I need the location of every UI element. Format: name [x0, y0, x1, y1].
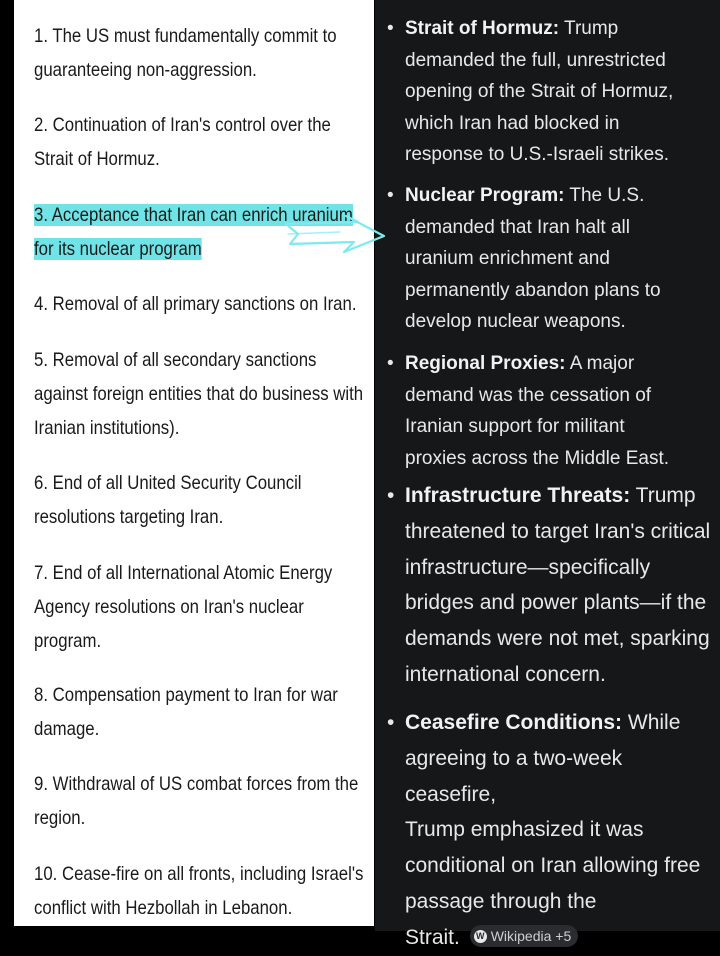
item-line: demand was the cessation of	[405, 384, 652, 406]
item-line: demanded that Iran halt all	[405, 216, 630, 238]
left-item-line: conflict with Hezbollah in Lebanon.	[34, 897, 293, 919]
left-item-line: guaranteeing non-aggression.	[34, 59, 257, 81]
left-item-line: against foreign entities that do business with	[34, 383, 364, 405]
item-title: Ceasefire Conditions:	[405, 711, 623, 734]
left-item-line: 8. Compensation payment to Iran for war	[34, 684, 338, 706]
bullet-icon: •	[387, 711, 395, 734]
item-line: uranium enrichment and	[405, 248, 610, 269]
item-line: passage through the	[405, 889, 597, 913]
left-list-item-6	[34, 466, 369, 534]
bullet-icon: •	[387, 185, 394, 206]
item-line: bridges and power plants—if the	[405, 591, 707, 615]
source-chip-wikipedia[interactable]	[470, 925, 579, 947]
left-item-line: 7. End of all International Atomic Energy	[34, 562, 333, 584]
wikipedia-icon: W	[474, 930, 487, 943]
item-line: demanded the full, unrestricted	[405, 49, 666, 71]
left-list-item-10	[34, 857, 369, 925]
item-line: demands were not met, sparking	[405, 627, 710, 651]
left-item-line: region.	[34, 807, 86, 829]
item-line: develop nuclear weapons.	[405, 311, 626, 332]
left-item-line: 4. Removal of all primary sanctions on Iran.	[34, 293, 357, 315]
left-demands-panel	[14, 0, 374, 926]
right-list-item-regional-proxies	[387, 348, 715, 474]
left-item-line: 2. Continuation of Iran's control over the	[34, 114, 331, 136]
left-list-item-2	[34, 108, 369, 176]
right-list-item-ceasefire-conditions	[387, 705, 715, 956]
bullet-icon: •	[387, 353, 394, 374]
item-line: agreeing to a two-week ceasefire,	[405, 746, 623, 806]
left-item-line: Strait of Hormuz.	[34, 148, 160, 170]
left-list-item-1	[34, 19, 369, 87]
item-line: proxies across the Middle East.	[405, 447, 670, 469]
left-list-item-5	[34, 343, 369, 445]
item-line: opening of the Strait of Hormuz,	[405, 81, 674, 102]
item-line: While	[622, 711, 681, 734]
arrow-annotation-icon	[280, 210, 410, 262]
item-line: infrastructure—specifically	[405, 555, 651, 579]
left-item-line: 5. Removal of all secondary sanctions	[34, 349, 317, 371]
left-item-line: 9. Withdrawal of US combat forces from the	[34, 773, 359, 795]
left-item-line: resolutions targeting Iran.	[34, 506, 224, 528]
left-item-line: 10. Cease-fire on all fronts, including Israel's	[34, 863, 364, 885]
right-list-item-infrastructure-threats	[387, 478, 715, 693]
left-item-line: Agency resolutions on Iran's nuclear	[34, 596, 304, 618]
bullet-icon: •	[387, 484, 395, 507]
item-title: Nuclear Program:	[405, 185, 565, 206]
left-item-line-highlighted: 3. Acceptance that Iran can enrich uranium	[34, 204, 353, 226]
left-item-line: 6. End of all United Security Council	[34, 472, 302, 494]
item-line: A major	[565, 353, 635, 374]
item-line: Trump	[559, 18, 619, 39]
right-list-item-nuclear-program	[387, 180, 715, 338]
right-ai-answer-panel	[375, 0, 720, 949]
source-chip-label: Wikipedia +5	[490, 928, 572, 945]
right-list-item-strait-of-hormuz	[387, 13, 715, 171]
item-line: The U.S.	[564, 185, 645, 206]
item-line: conditional on Iran allowing free	[405, 854, 701, 878]
left-list-item-4	[34, 287, 369, 321]
item-line: permanently abandon plans to	[405, 279, 661, 301]
item-line: Trump emphasized it was	[405, 818, 644, 842]
left-list-item-7	[34, 556, 369, 658]
left-list-item-9	[34, 767, 369, 835]
item-title: Infrastructure Threats:	[405, 484, 631, 507]
left-item-line: program.	[34, 630, 102, 652]
item-line: which Iran had blocked in	[405, 112, 620, 134]
item-line: response to U.S.-Israeli strikes.	[405, 144, 669, 165]
left-item-line: 1. The US must fundamentally commit to	[34, 25, 337, 47]
left-list-item-8	[34, 678, 369, 746]
left-item-line: Iranian institutions).	[34, 417, 180, 439]
item-line: international concern.	[405, 662, 606, 686]
left-item-line-highlighted: for its nuclear program	[34, 238, 202, 260]
item-line: Strait.	[405, 925, 460, 949]
item-title: Strait of Hormuz:	[405, 18, 560, 39]
item-line: Trump	[630, 484, 696, 507]
left-item-line: damage.	[34, 718, 100, 740]
item-title: Regional Proxies:	[405, 353, 566, 374]
item-line: threatened to target Iran's critical	[405, 519, 711, 543]
bullet-icon: •	[387, 18, 394, 39]
item-line: Iranian support for militant	[405, 416, 625, 437]
